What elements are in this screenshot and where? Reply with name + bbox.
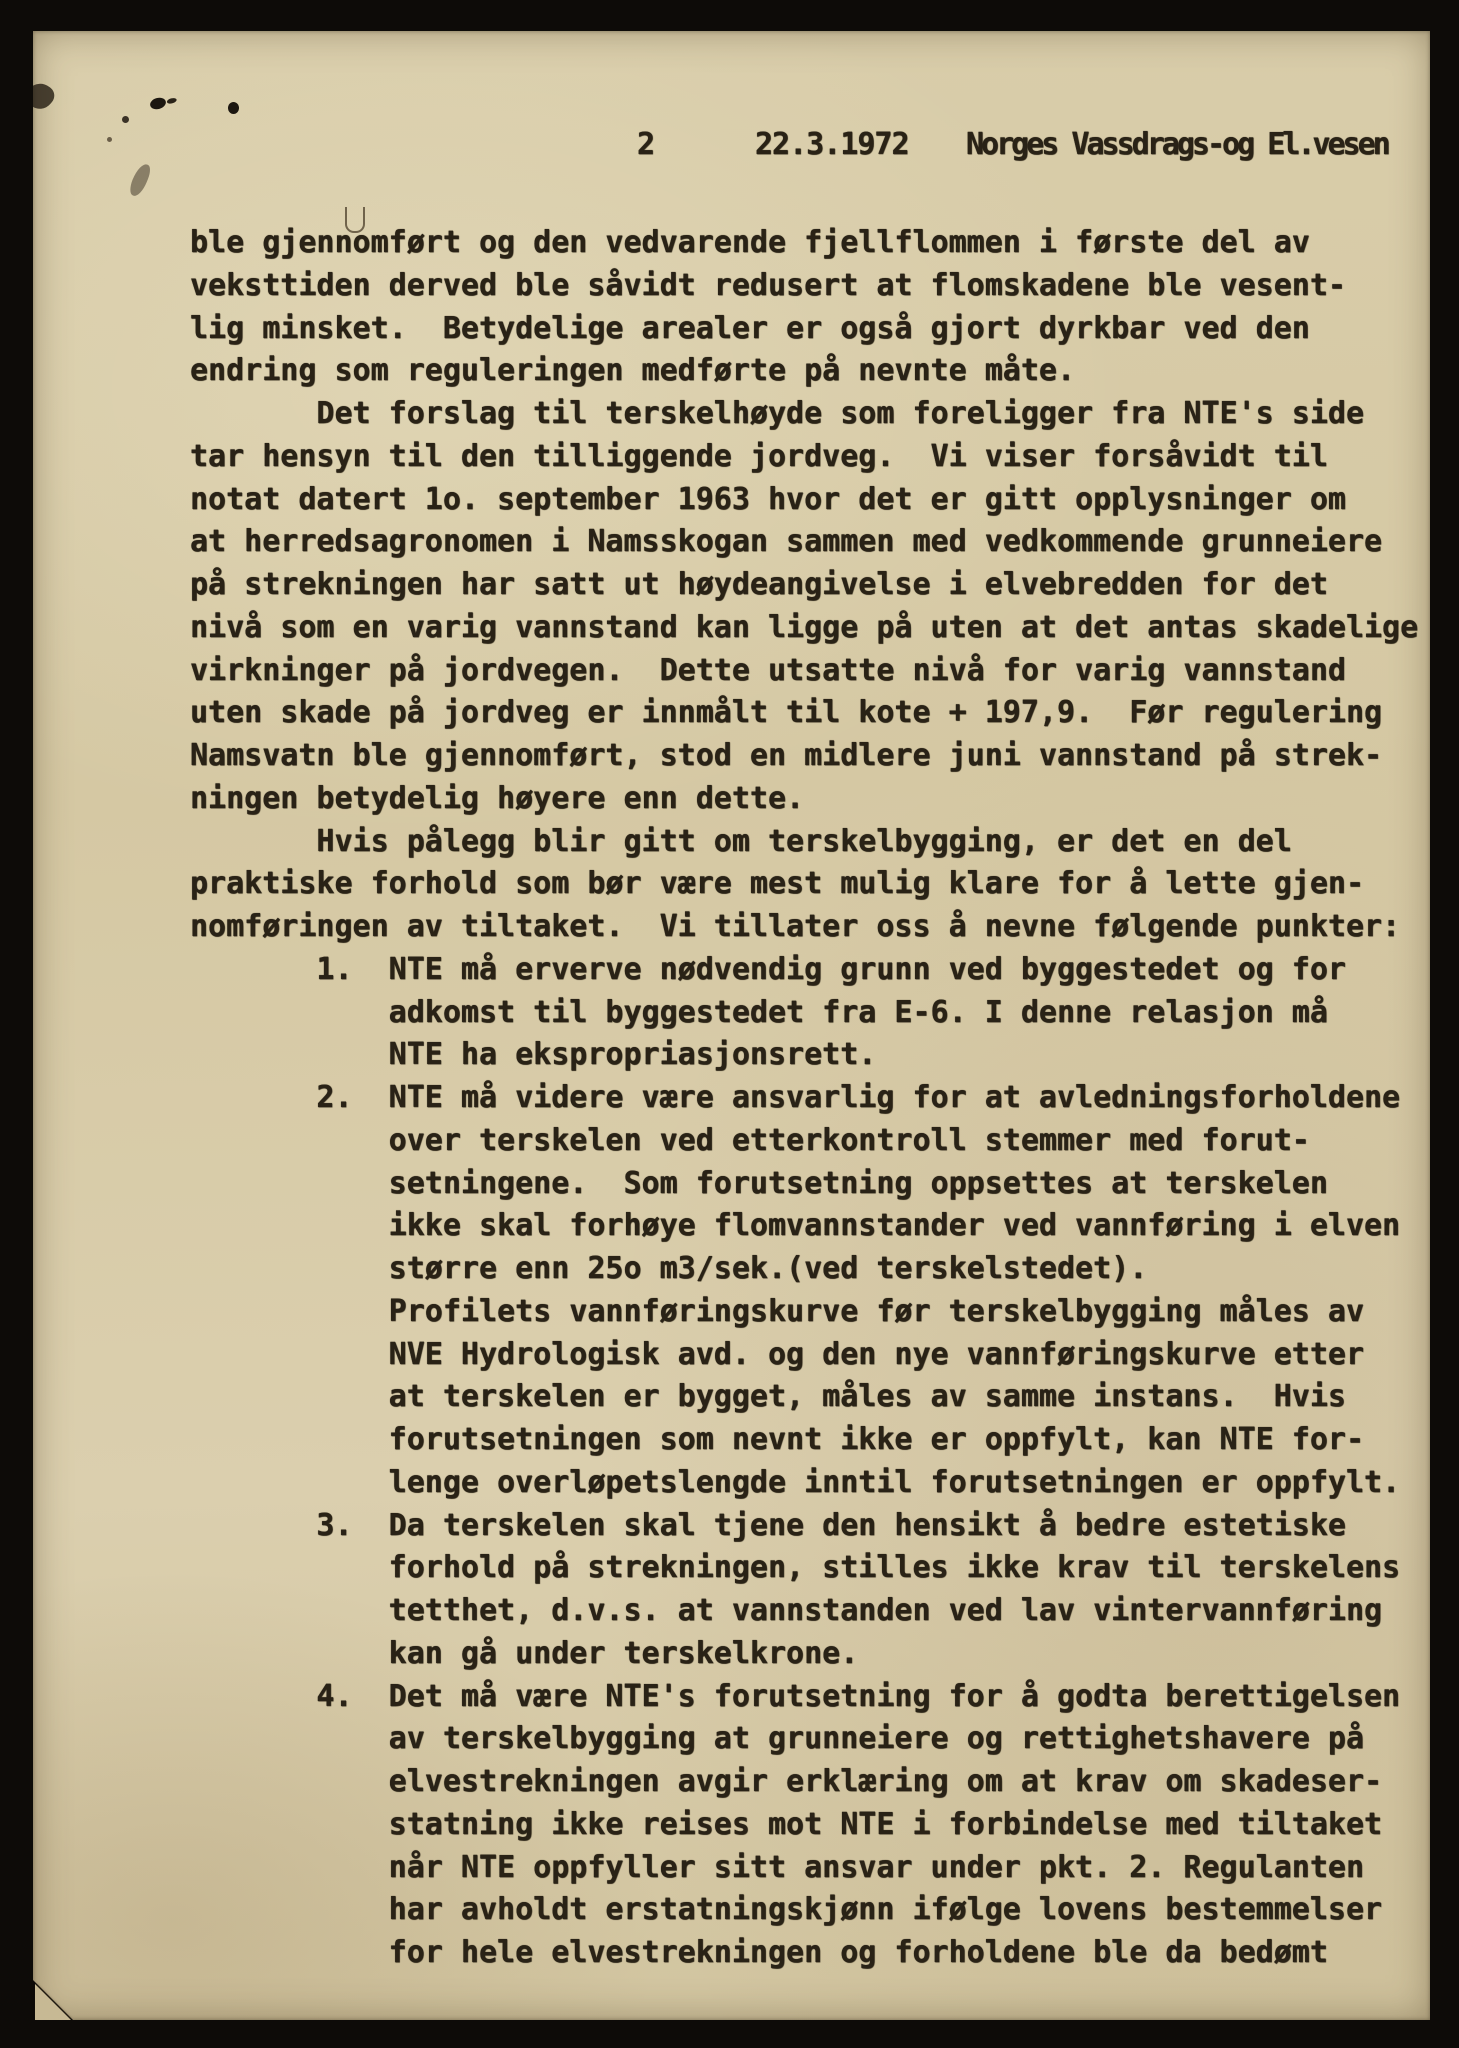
text-line: adkomst til byggestedet fra E-6. I denne relasjon må: [190, 994, 1328, 1030]
text-line: ble gjennomført og den vedvarende fjellflommen i første del av: [190, 225, 1310, 260]
text-line: 3. Da terskelen skal tjene den hensikt å bedre estetiske: [190, 1507, 1346, 1543]
header-date: 22.3.1972: [755, 127, 909, 162]
text-line: ikke skal forhøye flomvannstander ved vannføring i elven: [190, 1208, 1401, 1244]
pen-mark-u: [345, 207, 365, 233]
text-line: nomføringen av tiltaket. Vi tillater oss å nevne følgende punkter:: [190, 909, 1401, 944]
text-line: større enn 25o m3/sek.(ved terskelstedet).: [190, 1251, 1148, 1286]
text-line: at terskelen er bygget, måles av samme instans. Hvis: [190, 1379, 1346, 1415]
text-line: kan gå under terskelkrone.: [190, 1635, 859, 1671]
text-line: virkninger på jordvegen. Dette utsatte nivå for varig vannstand: [190, 652, 1346, 688]
text-line: Det forslag til terskelhøyde som foreligger fra NTE's side: [190, 396, 1364, 431]
text-line: setningene. Som forutsetning oppsettes at terskelen: [190, 1165, 1328, 1201]
text-line: lig minsket. Betydelige arealer er også gjort dyrkbar ved den: [190, 310, 1310, 346]
document-page: [33, 31, 1430, 2020]
text-line: at herredsagronomen i Namsskogan sammen med vedkommende grunneiere: [190, 524, 1383, 560]
text-line: Hvis pålegg blir gitt om terskelbygging, er det en del: [190, 823, 1292, 859]
ink-speck: [107, 137, 112, 142]
page-header: [33, 127, 1430, 167]
text-line: ningen betydelig høyere enn dette.: [190, 780, 805, 816]
text-line: notat datert 1o. september 1963 hvor det er gitt opplysninger om: [190, 481, 1346, 517]
text-line: når NTE oppfyller sitt ansvar under pkt. 2. Regulanten: [190, 1849, 1364, 1885]
text-line: praktiske forhold som bør være mest mulig klare for å lette gjen-: [190, 866, 1364, 902]
header-organization: Norges Vassdrags-og El.vesen: [966, 127, 1388, 162]
page-number: 2: [637, 127, 656, 162]
text-line: 4. Det må være NTE's forutsetning for å godta berettigelsen: [190, 1678, 1401, 1714]
text-line: NTE ha ekspropriasjonsrett.: [190, 1037, 877, 1073]
text-line: Profilets vannføringskurve før terskelbygging måles av: [190, 1293, 1364, 1329]
ink-smudge: [127, 162, 153, 199]
document-body: [190, 222, 1430, 1975]
text-line: over terskelen ved etterkontroll stemmer med forut-: [190, 1122, 1310, 1158]
text-line: for hele elvestrekningen og forholdene ble da bedømt: [190, 1935, 1328, 1970]
ink-speck: [228, 102, 239, 114]
text-line: lenge overløpetslengde inntil forutsetningen er oppfylt.: [190, 1464, 1401, 1500]
text-line: av terskelbygging at grunneiere og rettighetshavere på: [190, 1721, 1364, 1757]
text-line: på strekningen har satt ut høydeangivelse i elvebredden for det: [190, 567, 1328, 602]
text-line: forutsetningen som nevnt ikke er oppfylt, kan NTE for-: [190, 1422, 1364, 1457]
text-line: statning ikke reises mot NTE i forbindelse med tiltaket: [190, 1806, 1383, 1842]
ink-smudge: [33, 78, 58, 115]
text-line: tetthet, d.v.s. at vannstanden ved lav vintervannføring: [190, 1593, 1383, 1628]
text-line: veksttiden derved ble såvidt redusert at flomskadene ble vesent-: [190, 267, 1346, 303]
text-line: tar hensyn til den tilliggende jordveg. Vi viser forsåvidt til: [190, 438, 1328, 474]
text-line: endring som reguleringen medførte på nevnte måte.: [190, 353, 1076, 389]
text-line: Namsvatn ble gjennomført, stod en midlere juni vannstand på strek-: [190, 738, 1383, 773]
text-line: nivå som en varig vannstand kan ligge på uten at det antas skadelige: [190, 609, 1419, 645]
folded-corner-flap: [35, 1984, 71, 2020]
ink-speck: [122, 116, 129, 123]
text-line: forhold på strekningen, stilles ikke krav til terskelens: [190, 1550, 1401, 1586]
text-line: 1. NTE må erverve nødvendig grunn ved byggestedet og for: [190, 951, 1346, 987]
text-line: NVE Hydrologisk avd. og den nye vannføringskurve etter: [190, 1336, 1364, 1372]
text-line: 2. NTE må videre være ansvarlig for at avledningsforholdene: [190, 1080, 1401, 1115]
ink-speck: [149, 96, 167, 111]
text-line: uten skade på jordveg er innmålt til kote + 197,9. Før regulering: [190, 695, 1383, 731]
text-line: har avholdt erstatningskjønn ifølge lovens bestemmelser: [190, 1892, 1383, 1928]
text-line: elvestrekningen avgir erklæring om at krav om skadeser-: [190, 1764, 1383, 1799]
